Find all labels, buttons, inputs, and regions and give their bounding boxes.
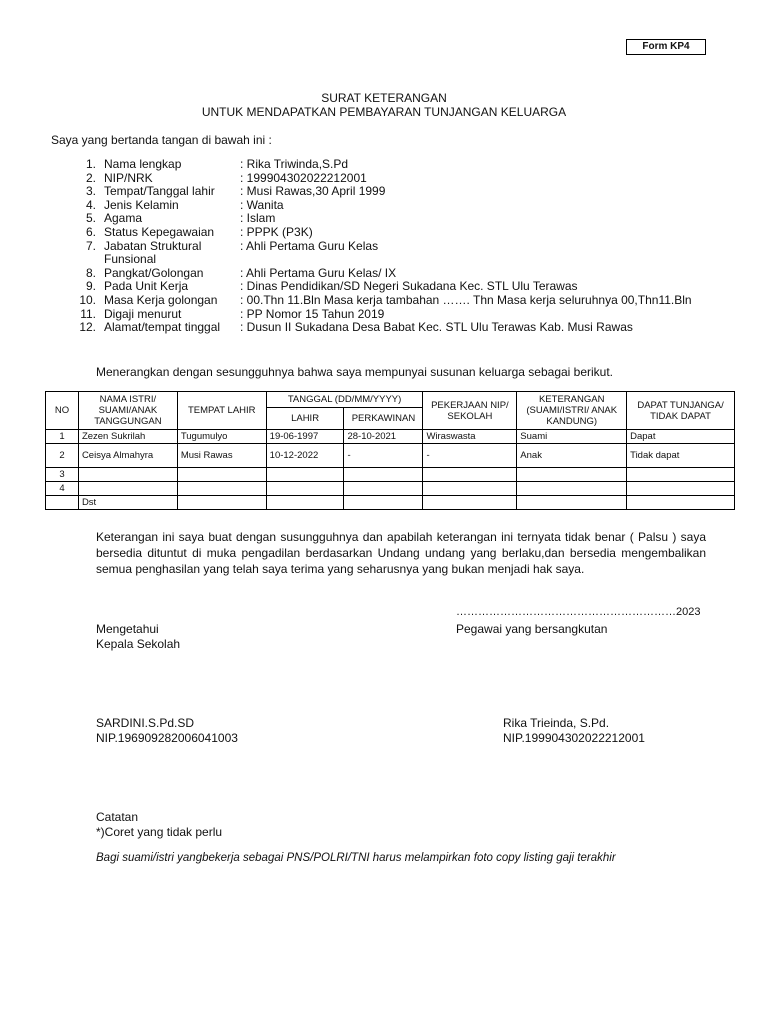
field-row bbox=[70, 199, 692, 213]
cell-birthplace: Musi Rawas bbox=[177, 444, 266, 468]
cell-job: - bbox=[423, 444, 517, 468]
field-number: 7. bbox=[85, 238, 96, 253]
field-value: : 00.Thn 11.Bln Masa kerja tambahan ……. Thn Masa kerja seluruhnya 00,Thn11.Bln bbox=[240, 292, 692, 307]
header-name: NAMA ISTRI/ SUAMI/ANAK TANGGUNGAN bbox=[78, 392, 177, 430]
field-row bbox=[70, 308, 692, 322]
field-number: 9. bbox=[85, 279, 96, 294]
acknowledgement-block bbox=[96, 622, 180, 652]
field-label: Tempat/Tanggal lahir bbox=[104, 184, 215, 199]
field-number: 1. bbox=[85, 157, 96, 171]
cell-marriage-date: - bbox=[344, 444, 423, 468]
cell-no: 3 bbox=[46, 468, 79, 482]
field-number: 3. bbox=[85, 184, 96, 199]
employee-name: Rika Trieinda, S.Pd. bbox=[503, 716, 610, 730]
employee-label: Pegawai yang bersangkutan bbox=[456, 622, 608, 636]
cell-no: 1 bbox=[46, 430, 79, 444]
cell-relation: Suami bbox=[517, 430, 627, 444]
cell-allowance bbox=[627, 468, 735, 482]
principal-signature-block bbox=[96, 716, 238, 746]
field-value: : Islam bbox=[240, 211, 276, 226]
table-row bbox=[46, 482, 735, 496]
field-value: : Dusun II Sukadana Desa Babat Kec. STL Ulu Terawas Kab. Musi Rawas bbox=[240, 320, 633, 335]
field-row bbox=[70, 294, 692, 308]
principal-name: SARDINI.S.Pd.SD bbox=[96, 716, 195, 730]
cell-job bbox=[423, 496, 517, 510]
cell-marriage-date bbox=[344, 482, 423, 496]
cell-relation bbox=[517, 496, 627, 510]
field-number: 5. bbox=[85, 211, 96, 226]
cell-relation bbox=[517, 482, 627, 496]
field-number: 12. bbox=[79, 320, 96, 335]
field-label: Jenis Kelamin bbox=[104, 197, 179, 212]
field-number: 10. bbox=[79, 292, 96, 307]
header-birthplace: TEMPAT LAHIR bbox=[177, 392, 266, 430]
field-label: Pangkat/Golongan bbox=[104, 265, 204, 280]
document-title: SURAT KETERANGAN bbox=[321, 91, 447, 105]
field-row bbox=[70, 321, 692, 335]
cell-allowance bbox=[627, 482, 735, 496]
cell-name bbox=[78, 482, 177, 496]
field-value: : Ahli Pertama Guru Kelas bbox=[240, 238, 379, 253]
principal-label: Kepala Sekolah bbox=[96, 637, 181, 651]
field-label: Digaji menurut bbox=[104, 306, 182, 321]
field-number: 2. bbox=[85, 170, 96, 185]
cell-marriage-date bbox=[344, 468, 423, 482]
cell-birthplace: Tugumulyo bbox=[177, 430, 266, 444]
cell-name bbox=[78, 468, 177, 482]
header-relation: KETERANGAN (SUAMI/ISTRI/ ANAK KANDUNG) bbox=[517, 392, 627, 430]
cell-name: Zezen Sukrilah bbox=[78, 430, 177, 444]
field-row bbox=[70, 226, 692, 240]
field-value: : Dinas Pendidikan/SD Negeri Sukadana Kec. STL Ulu Terawas bbox=[240, 279, 578, 294]
field-label: Nama lengkap bbox=[104, 157, 182, 171]
employee-nip: NIP.199904302022212001 bbox=[503, 731, 645, 745]
header-birth-date: LAHIR bbox=[266, 408, 344, 430]
cell-allowance: Tidak dapat bbox=[627, 444, 735, 468]
cell-name: Dst bbox=[78, 496, 177, 510]
form-code-box: Form KP4 bbox=[626, 39, 706, 55]
field-number: 4. bbox=[85, 197, 96, 212]
personal-data-list bbox=[70, 158, 692, 335]
cell-job bbox=[423, 468, 517, 482]
cell-marriage-date bbox=[344, 496, 423, 510]
employee-signature-block bbox=[503, 716, 645, 746]
date-line: ……………………………………………………2023 bbox=[456, 606, 701, 618]
cell-no bbox=[46, 496, 79, 510]
notes-title: Catatan bbox=[96, 810, 139, 824]
field-number: 11. bbox=[80, 306, 96, 321]
field-number: 6. bbox=[85, 224, 96, 239]
cell-birth-date bbox=[266, 468, 344, 482]
intro-text: Saya yang bertanda tangan di bawah ini : bbox=[51, 133, 272, 147]
cell-job bbox=[423, 482, 517, 496]
field-value: : Ahli Pertama Guru Kelas/ IX bbox=[240, 265, 397, 280]
field-row bbox=[70, 267, 692, 281]
cell-birthplace bbox=[177, 482, 266, 496]
field-row bbox=[70, 212, 692, 226]
field-label: NIP/NRK bbox=[104, 170, 153, 185]
cell-allowance bbox=[627, 496, 735, 510]
field-number: 8. bbox=[85, 265, 96, 280]
field-label: Status Kepegawaian bbox=[104, 224, 215, 239]
header-no: NO bbox=[46, 392, 79, 430]
statement-paragraph: Keterangan ini saya buat dengan susungguhnya dan apabilah keterangan ini ternyata tidak benar ( Palsu ) saya bersedia dituntut di muka pengadilan berdasarkan Undang undang yang berlaku,dan bersedia mengembalikan semua penghasilan yang telah saya terima yang seharusnya yang bukan menjadi hak saya. bbox=[96, 530, 706, 576]
header-job: PEKERJAAN NIP/ SEKOLAH bbox=[423, 392, 517, 430]
cell-relation: Anak bbox=[517, 444, 627, 468]
notes-line: *)Coret yang tidak perlu bbox=[96, 825, 223, 839]
declaration-text: Menerangkan dengan sesungguhnya bahwa saya mempunyai susunan keluarga sebagai berikut. bbox=[96, 365, 614, 379]
footnote-text: Bagi suami/istri yangbekerja sebagai PNS/POLRI/TNI harus melampirkan foto copy listing gaji terakhir bbox=[96, 852, 616, 864]
header-date-group: TANGGAL (DD/MM/YYYY) bbox=[266, 392, 423, 408]
field-label: Agama bbox=[104, 211, 143, 226]
field-row bbox=[70, 158, 692, 172]
field-value: : PPPK (P3K) bbox=[240, 224, 313, 239]
table-row bbox=[46, 444, 735, 468]
cell-birth-date bbox=[266, 482, 344, 496]
field-label: Alamat/tempat tinggal bbox=[104, 320, 221, 335]
field-row bbox=[70, 185, 692, 199]
cell-birthplace bbox=[177, 496, 266, 510]
header-allowance: DAPAT TUNJANGA/ TIDAK DAPAT bbox=[627, 392, 735, 430]
field-row bbox=[70, 240, 692, 267]
cell-name: Ceisya Almahyra bbox=[78, 444, 177, 468]
table-row bbox=[46, 430, 735, 444]
notes-block bbox=[96, 810, 222, 840]
cell-relation bbox=[517, 468, 627, 482]
field-label: Masa Kerja golongan bbox=[104, 292, 218, 307]
cell-allowance: Dapat bbox=[627, 430, 735, 444]
principal-nip: NIP.196909282006041003 bbox=[96, 731, 238, 745]
field-label: Jabatan Struktural Funsional bbox=[104, 238, 202, 267]
header-marriage-date: PERKAWINAN bbox=[344, 408, 423, 430]
cell-job: Wiraswasta bbox=[423, 430, 517, 444]
cell-birth-date: 10-12-2022 bbox=[266, 444, 344, 468]
cell-birth-date: 19-06-1997 bbox=[266, 430, 344, 444]
acknowledge-label: Mengetahui bbox=[96, 622, 159, 636]
cell-birthplace bbox=[177, 468, 266, 482]
field-value: : PP Nomor 15 Tahun 2019 bbox=[240, 306, 385, 321]
table-row bbox=[46, 496, 735, 510]
field-row bbox=[70, 172, 692, 186]
cell-marriage-date: 28-10-2021 bbox=[344, 430, 423, 444]
cell-no: 4 bbox=[46, 482, 79, 496]
field-value: : Rika Triwinda,S.Pd bbox=[240, 157, 349, 171]
field-value: : Musi Rawas,30 April 1999 bbox=[240, 184, 386, 199]
document-subtitle: UNTUK MENDAPATKAN PEMBAYARAN TUNJANGAN KELUARGA bbox=[201, 105, 567, 119]
cell-birth-date bbox=[266, 496, 344, 510]
field-label: Pada Unit Kerja bbox=[104, 279, 189, 294]
field-value: : 199904302022212001 bbox=[240, 170, 367, 185]
cell-no: 2 bbox=[46, 444, 79, 468]
table-row bbox=[46, 468, 735, 482]
field-value: : Wanita bbox=[240, 197, 284, 212]
family-table bbox=[45, 391, 735, 510]
field-row bbox=[70, 280, 692, 294]
